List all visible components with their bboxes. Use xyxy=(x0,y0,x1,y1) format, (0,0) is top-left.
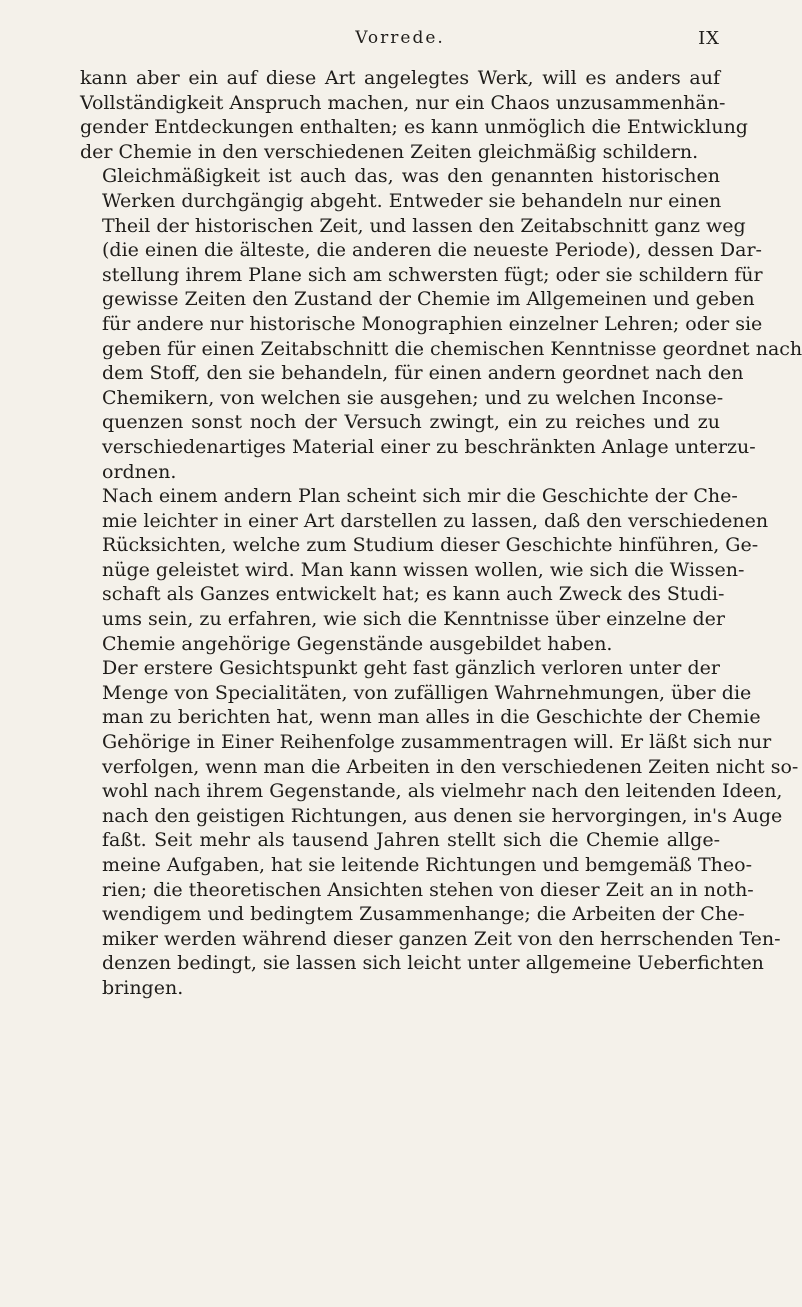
text-line: Chemie angehörige Gegenstände ausgebildet haben. xyxy=(102,632,613,655)
text-line: dem Stoff, den sie behandeln, für einen andern geordnet nach den xyxy=(102,362,744,385)
text-line: meine Aufgaben, hat sie leitende Richtungen und bemgemäß Theo- xyxy=(102,854,753,876)
text-line: gender Entdeckungen enthalten; es kann unmöglich die Entwicklung xyxy=(80,116,748,139)
page-number: IX xyxy=(698,28,720,49)
text-line: faßt. Seit mehr als tausend Jahren stellt sich die Chemie allge- xyxy=(102,829,720,852)
text-line: Werken durchgängig abgeht. Entweder sie behandeln nur einen xyxy=(102,189,722,212)
text-line: verfolgen, wenn man die Arbeiten in den verschiedenen Zeiten nicht so- xyxy=(102,755,799,778)
text-line: nüge geleistet wird. Man kann wissen wollen, wie sich die Wissen- xyxy=(102,558,745,581)
text-line: verschiedenartiges Material einer zu beschränkten Anlage unterzu- xyxy=(102,435,756,458)
text-line: geben für einen Zeitabschnitt die chemischen Kenntnisse geordnet nach xyxy=(102,337,802,360)
paragraph xyxy=(80,484,769,656)
text-line: gewisse Zeiten den Zustand der Chemie im Allgemeinen und geben xyxy=(102,288,755,311)
text-line: schaft als Ganzes entwickelt hat; es kann auch Zweck des Studi- xyxy=(102,583,725,606)
paragraph xyxy=(80,164,802,484)
text-line: für andere nur historische Monographien einzelner Lehren; oder sie xyxy=(102,312,763,335)
text-line: nach den geistigen Richtungen, aus denen sie hervorgingen, in's Auge xyxy=(102,804,783,827)
text-line: Menge von Specialitäten, von zufälligen Wahrnehmungen, über die xyxy=(102,681,752,704)
running-title: Vorrede. xyxy=(355,28,445,48)
text-line: rien; die theoretischen Ansichten stehen von dieser Zeit an in noth- xyxy=(102,878,754,901)
text-line: mie leichter in einer Art darstellen zu lassen, daß den verschiedenen xyxy=(102,509,769,532)
text-line: wendigem und bedingtem Zusammenhange; die Arbeiten der Che- xyxy=(102,903,745,926)
text-line: Theil der historischen Zeit, und lassen den Zeitabschnitt ganz weg xyxy=(102,214,746,237)
text-line: Nach einem andern Plan scheint sich mir die Geschichte der Che- xyxy=(102,485,738,508)
body-text xyxy=(80,66,802,1001)
text-line: Der erstere Gesichtspunkt geht fast gänzlich verloren unter der xyxy=(102,657,720,680)
text-line: bringen. xyxy=(102,976,184,999)
text-line: quenzen sonst noch der Versuch zwingt, ein zu reiches und zu xyxy=(102,411,720,434)
text-line: kann aber ein auf diese Art angelegtes Werk, will es anders auf xyxy=(80,67,720,89)
text-line: (die einen die älteste, die anderen die neueste Periode), dessen Dar- xyxy=(102,239,762,262)
text-line: ums sein, zu erfahren, wie sich die Kenntnisse über einzelne der xyxy=(102,608,725,631)
text-line: miker werden während dieser ganzen Zeit von den herrschenden Ten- xyxy=(102,927,781,950)
text-line: ordnen. xyxy=(102,460,177,483)
text-line: denzen bedingt, sie lassen sich leicht unter allgemeine Ueberfichten xyxy=(102,952,764,975)
text-line: Vollständigkeit Anspruch machen, nur ein Chaos unzusammenhän- xyxy=(80,91,726,114)
text-line: wohl nach ihrem Gegenstande, als vielmehr nach den leitenden Ideen, xyxy=(102,780,783,803)
paragraph xyxy=(80,656,799,1000)
text-line: Chemikern, von welchen sie ausgehen; und zu welchen Inconse- xyxy=(102,386,724,409)
text-line: der Chemie in den verschiedenen Zeiten gleichmäßig schildern. xyxy=(80,140,699,163)
text-line: Gehörige in Einer Reihenfolge zusammentragen will. Er läßt sich nur xyxy=(102,731,772,754)
text-line: man zu berichten hat, wenn man alles in die Geschichte der Chemie xyxy=(102,706,761,729)
text-line: Gleichmäßigkeit ist auch das, was den genannten historischen xyxy=(102,165,720,188)
paragraph xyxy=(80,66,748,164)
text-line: stellung ihrem Plane sich am schwersten fügt; oder sie schildern für xyxy=(102,263,763,286)
running-head xyxy=(80,28,720,54)
text-line: Rücksichten, welche zum Studium dieser Geschichte hinführen, Ge- xyxy=(102,534,759,557)
